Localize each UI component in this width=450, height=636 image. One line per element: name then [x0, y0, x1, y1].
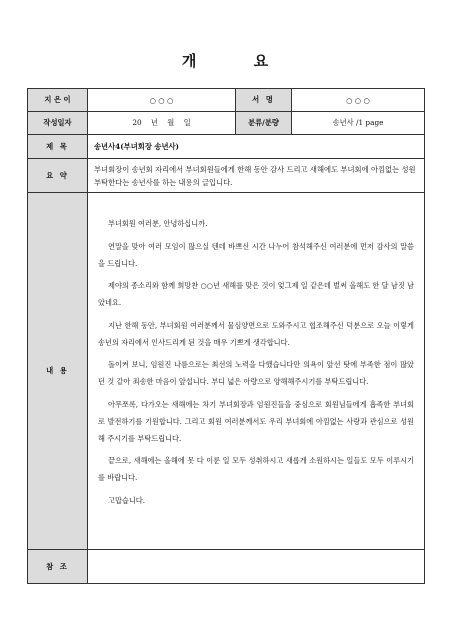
- title-label: 제 목: [28, 135, 88, 159]
- row-author: [28, 89, 425, 112]
- row-content: [28, 193, 425, 550]
- reference-label: 참 조: [28, 550, 88, 584]
- content-paragraph: 끝으로, 새해에는 올해에 못 다 이룬 일 모두 성취하시고 새롭게 소원하시는 일들도 모두 이루시기를 바랍니다.: [98, 456, 414, 482]
- date-value: 20 년 월 일: [88, 112, 236, 135]
- category-value: 송년사 /1 page: [292, 112, 425, 135]
- content-paragraph: 부녀회원 여러분, 안녕하십니까.: [108, 219, 208, 228]
- reference-value: [88, 550, 425, 584]
- speaker-label: 서 명: [236, 89, 292, 112]
- page-title: 개 요: [181, 52, 295, 70]
- content-paragraph: 돌이켜 보니, 임원진 나름으로는 최선의 노력을 다했습니다만 의욕이 앞선 탓에 부족한 점이 많았던 것 같아 죄송한 마음이 앞섭니다. 부디 넓은 아량으로 양해해주시기를 부탁드립니다.: [98, 360, 414, 386]
- overview-form: [27, 88, 425, 584]
- row-reference: [28, 550, 425, 584]
- summary-value: 부녀회장이 송년회 자리에서 부녀회원들에게 한해 동안 감사 드리고 새해에도 부녀회에 아낌없는 성원 부탁한다는 송년사를 하는 내용의 글입니다.: [88, 159, 425, 193]
- author-value: ○ ○ ○: [88, 89, 236, 112]
- content-paragraph: 제야의 종소리와 함께 희망찬 ○○년 새해를 맞은 것이 엊그제 일 같은데 벌써 올해도 한 달 남짓 남았네요.: [98, 281, 414, 307]
- content-body: [88, 193, 425, 550]
- author-label: 지 은 이: [28, 89, 88, 112]
- content-paragraph: 연말을 맞아 여러 모임이 많으실 텐데 바쁘신 시간 나누어 참석해주신 여러분에 먼저 감사의 말씀을 드립니다.: [98, 241, 414, 268]
- summary-label: 요 약: [28, 159, 88, 193]
- content-paragraph: 지난 한해 동안, 부녀회원 여러분께서 물심양면으로 도와주시고 협조해주신 덕분으로 오늘 이렇게 송년의 자리에서 인사드리게 된 것을 매우 기쁘게 생각합니다.: [98, 320, 414, 347]
- row-title: [28, 135, 425, 159]
- title-value: 송년사4(부녀회장 송년사): [88, 135, 425, 159]
- date-label: 작성일자: [28, 112, 88, 135]
- content-paragraph: 고맙습니다.: [108, 495, 146, 505]
- category-label: 분류/분량: [236, 112, 292, 135]
- speaker-value: ○ ○ ○: [292, 89, 425, 112]
- content-paragraph: 아무쪼록, 다가오는 새해에는 차기 부녀회장과 임원진들을 중심으로 회원님들에게 흡족한 부녀회로 발전하기를 기원합니다. 그리고 회원 여러분께서도 우리 부녀회에 아낌없는 사랑과 관심으로 성원해 주시기를 부탁드립니다.: [98, 399, 414, 443]
- row-date: [28, 112, 425, 135]
- row-summary: [28, 159, 425, 193]
- content-label: 내 용: [28, 193, 88, 550]
